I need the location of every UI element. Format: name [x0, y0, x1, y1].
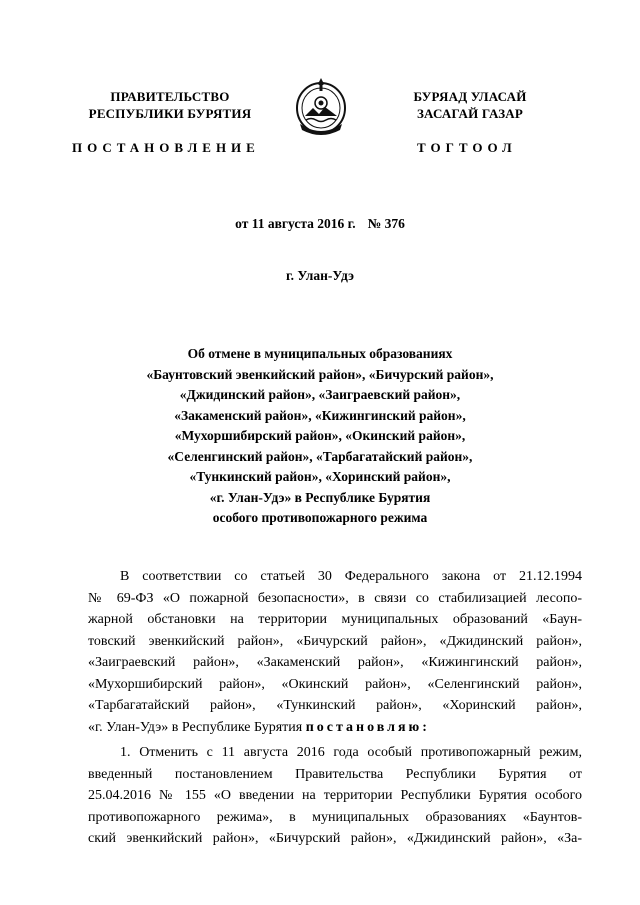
issuer-buryat-line-2: ЗАСАГАЙ ГАЗАР — [416, 106, 524, 121]
issuer-buryat-line-1: БУРЯАД УЛАСАЙ — [413, 89, 527, 104]
paragraph-line: жарной обстановки на территории муниципальных образований «Баун- — [88, 612, 582, 627]
coat-of-arms-icon — [292, 76, 350, 138]
preamble-paragraph — [88, 566, 582, 738]
title-line: «Баунтовский эвенкийский район», «Бичурский район», — [146, 366, 494, 382]
title-line: «Тункинский район», «Хоринский район», — [189, 469, 451, 484]
issuer-buryat — [355, 88, 585, 122]
paragraph-line: ский эвенкийский район», «Бичурский район», «Джидинский район», «За- — [88, 831, 582, 846]
doc-type-buryat: ТОГТООЛ — [417, 140, 517, 155]
title-line: Об отмене в муниципальных образованиях — [187, 346, 453, 361]
title-line: «г. Улан-Удэ» в Республике Бурятия — [209, 489, 431, 505]
title-line: «Селенгинский район», «Тарбагатайский район», — [167, 448, 473, 464]
issuer-russian-line-2: РЕСПУБЛИКИ БУРЯТИЯ — [88, 106, 252, 121]
paragraph-line: «Тарбагатайский район», «Тункинский район», «Хоринский район», — [88, 698, 582, 713]
date-number-line — [0, 216, 640, 232]
title-line: «Джидинский район», «Заиграевский район», — [179, 387, 461, 402]
title-line: «Мухоршибирский район», «Окинский район», — [174, 428, 466, 443]
title-line: «Закаменский район», «Кижингинский район», — [174, 407, 466, 423]
document-date: от 11 августа 2016 г. — [235, 216, 356, 231]
document-title — [40, 344, 600, 529]
clause-1-paragraph — [88, 742, 582, 850]
issuer-russian-line-1: ПРАВИТЕЛЬСТВО — [110, 89, 230, 104]
paragraph-line — [88, 717, 582, 739]
paragraph-line: введенный постановлением Правительства Республики Бурятия от — [88, 766, 582, 782]
paragraph-line: 25.04.2016 № 155 «О введении на территории Республики Бурятия особого — [88, 788, 582, 803]
paragraph-line: № 69-ФЗ «О пожарной безопасности», в связи со стабилизацией лесопо- — [88, 590, 582, 606]
resolution-keyword: постановляю: — [305, 719, 430, 735]
paragraph-line: противопожарного режима», в муниципальных образованиях «Баунтов- — [88, 809, 582, 825]
paragraph-line: «Мухоршибирский район», «Окинский район», «Селенгинский район», — [88, 676, 582, 692]
document-number: № 376 — [367, 216, 405, 231]
paragraph-line: В соответствии со статьей 30 Федерального закона от 21.12.1994 — [120, 569, 582, 584]
title-line: особого противопожарного режима — [212, 510, 428, 525]
doc-type-russian: ПОСТАНОВЛЕНИЕ — [72, 140, 260, 155]
paragraph-line: «Заиграевский район», «Закаменский район», «Кижингинский район», — [88, 655, 582, 670]
resolution-lead-in: «г. Улан-Удэ» в Республике Бурятия — [88, 719, 306, 735]
paragraph-line: 1. Отменить с 11 августа 2016 года особый противопожарный режим, — [120, 745, 582, 760]
issuer-russian — [55, 88, 285, 122]
city: г. Улан-Удэ — [286, 268, 354, 283]
paragraph-line: товский эвенкийский район», «Бичурский район», «Джидинский район», — [88, 633, 582, 649]
